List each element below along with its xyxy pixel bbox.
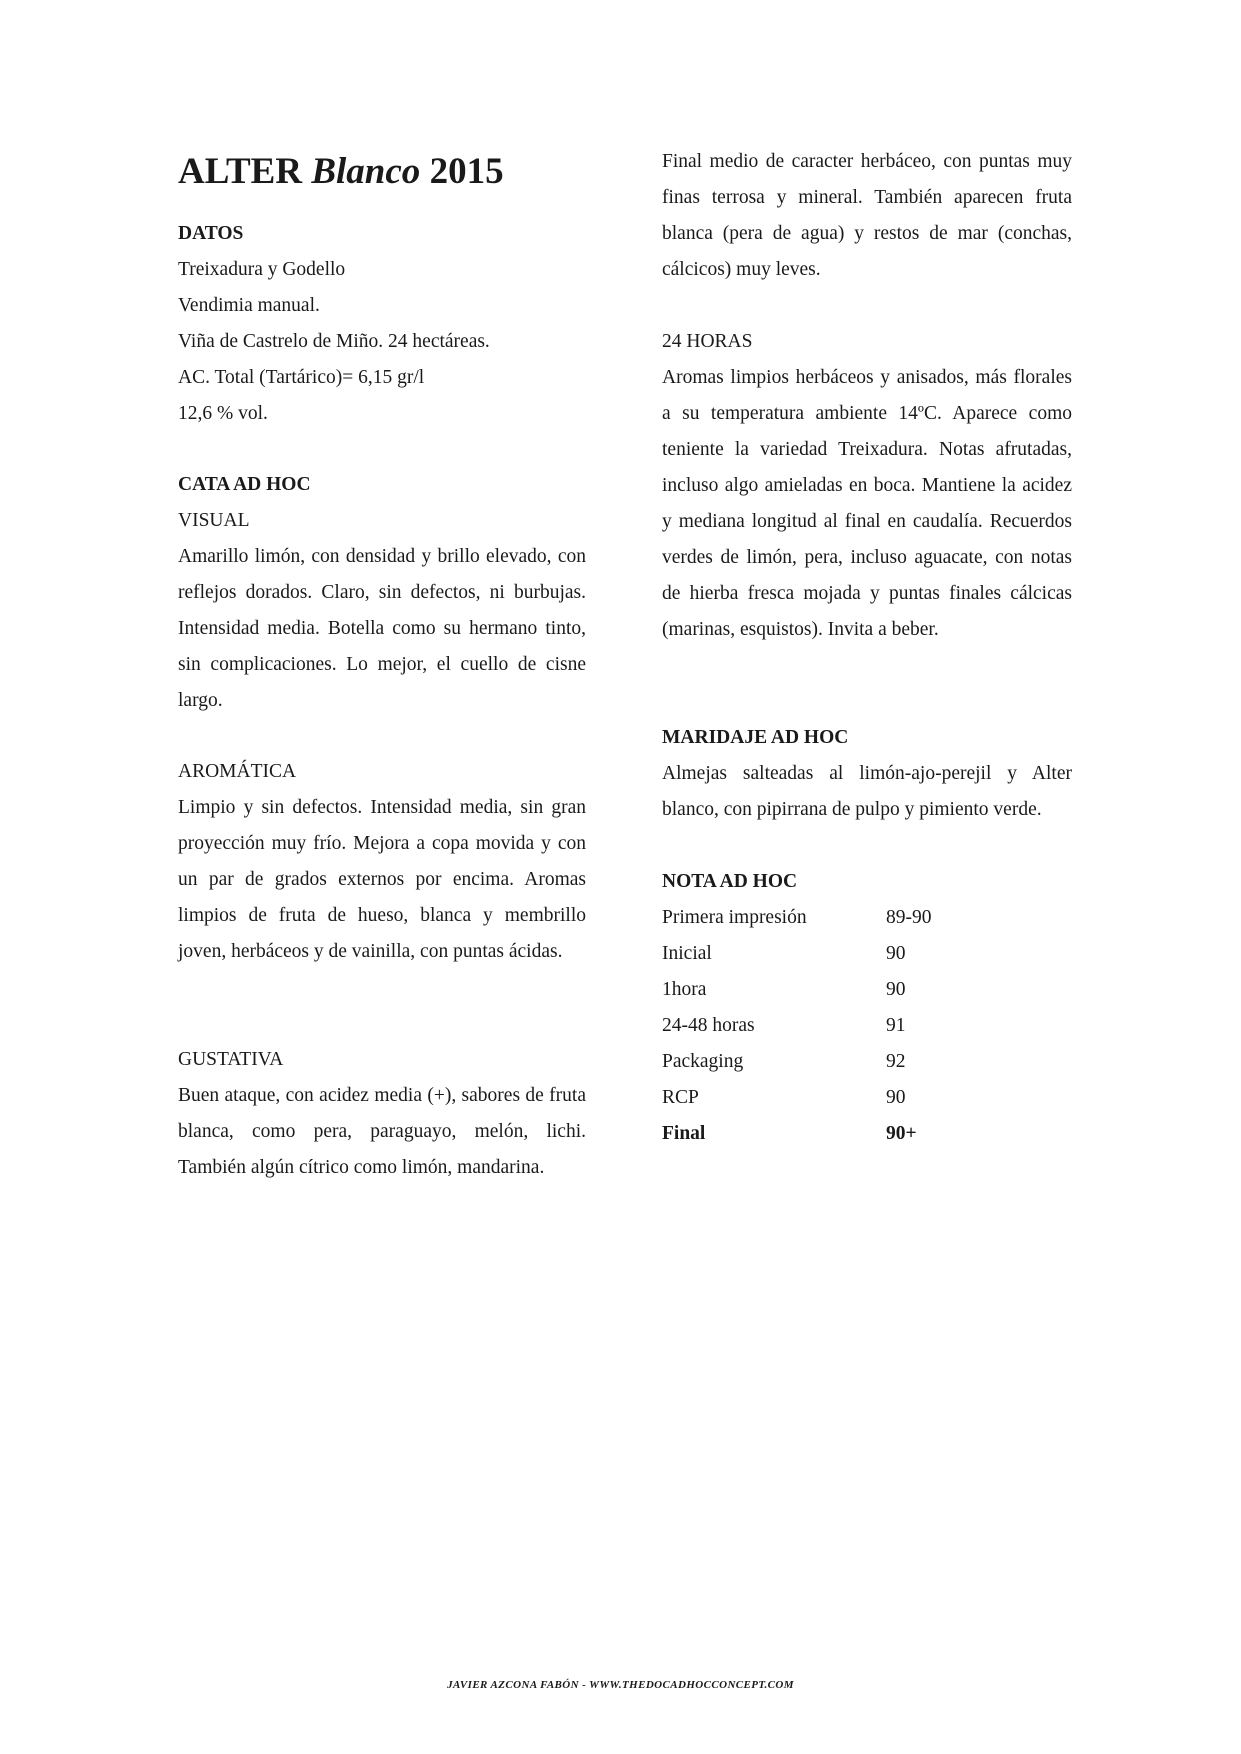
visual-label: VISUAL bbox=[178, 510, 250, 531]
aromatica-section bbox=[178, 754, 586, 970]
datos-heading: DATOS bbox=[178, 223, 244, 244]
score-value: 92 bbox=[886, 1051, 906, 1072]
horas24-text: Aromas limpios herbáceos y anisados, más florales a su temperatura ambiente 14ºC. Aparece como teniente la variedad Treixadura. Notas afrutadas, incluso algo amieladas en boca. Mantiene la acidez y mediana longitud al final en caudalía. Recuerdos verdes de limón, pera, incluso aguacate, con notas de hierba fresca mojada y puntas finales cálcicas (marinas, esquistos). Invita a beber. bbox=[662, 367, 1072, 640]
visual-text: Amarillo limón, con densidad y brillo elevado, con reflejos dorados. Claro, sin defectos, ni burbujas. Intensidad media. Botella como su hermano tinto, sin complicaciones. Lo mejor, el cuello de cisne largo. bbox=[178, 546, 586, 711]
datos-line: 12,6 % vol. bbox=[178, 403, 268, 424]
score-value: 90 bbox=[886, 1087, 906, 1108]
datos-line: AC. Total (Tartárico)= 6,15 gr/l bbox=[178, 367, 425, 388]
score-row bbox=[662, 972, 1072, 1008]
horas24-section bbox=[662, 324, 1072, 648]
score-label: Packaging bbox=[662, 1051, 744, 1072]
datos-line: Vendimia manual. bbox=[178, 295, 320, 316]
datos-line: Viña de Castrelo de Miño. 24 hectáreas. bbox=[178, 331, 490, 352]
score-value: 91 bbox=[886, 1015, 906, 1036]
gustativa-label: GUSTATIVA bbox=[178, 1049, 284, 1070]
title-variety: Blanco bbox=[311, 151, 421, 192]
maridaje-text: Almejas salteadas al limón-ajo-perejil y Alter blanco, con pipirrana de pulpo y pimiento verde. bbox=[662, 763, 1072, 820]
datos-line: Treixadura y Godello bbox=[178, 259, 346, 280]
score-row-final bbox=[662, 1116, 1072, 1152]
score-row bbox=[662, 900, 1072, 936]
score-label: 1hora bbox=[662, 979, 707, 1000]
aromatica-label: AROMÁTICA bbox=[178, 761, 297, 782]
score-row bbox=[662, 1008, 1072, 1044]
aromatica-text: Limpio y sin defectos. Intensidad media, sin gran proyección muy frío. Mejora a copa movida y con un par de grados externos por encima. Aromas limpios de fruta de hueso, blanca y membrillo joven, herbáceos y de vainilla, con puntas ácidas. bbox=[178, 797, 586, 962]
score-label: RCP bbox=[662, 1087, 699, 1108]
score-row bbox=[662, 1080, 1072, 1116]
score-label: Inicial bbox=[662, 943, 712, 964]
maridaje-section bbox=[662, 720, 1072, 828]
maridaje-heading: MARIDAJE AD HOC bbox=[662, 727, 849, 748]
score-value: 90 bbox=[886, 943, 906, 964]
score-label: Final bbox=[662, 1123, 706, 1144]
score-value: 89-90 bbox=[886, 907, 932, 928]
title-brand: ALTER bbox=[178, 151, 303, 192]
score-label: Primera impresión bbox=[662, 907, 807, 928]
score-row bbox=[662, 1044, 1072, 1080]
score-table bbox=[662, 900, 1072, 1152]
footer: JAVIER AZCONA FABÓN - WWW.THEDOCADHOCCONCEPT.COM bbox=[447, 1679, 794, 1691]
page-title bbox=[178, 150, 504, 194]
cata-heading: CATA AD HOC bbox=[178, 474, 311, 495]
final-text: Final medio de caracter herbáceo, con puntas muy finas terrosa y mineral. También aparecen fruta blanca (pera de agua) y restos de mar (conchas, cálcicos) muy leves. bbox=[662, 151, 1072, 280]
datos-section bbox=[178, 216, 586, 432]
nota-section bbox=[662, 864, 1072, 1152]
score-row bbox=[662, 936, 1072, 972]
score-value: 90+ bbox=[886, 1123, 917, 1144]
nota-heading: NOTA AD HOC bbox=[662, 871, 798, 892]
score-label: 24-48 horas bbox=[662, 1015, 755, 1036]
score-value: 90 bbox=[886, 979, 906, 1000]
gustativa-section bbox=[178, 1042, 586, 1186]
gustativa-text: Buen ataque, con acidez media (+), sabores de fruta blanca, como pera, paraguayo, melón, lichi. También algún cítrico como limón, mandarina. bbox=[178, 1085, 586, 1178]
title-year: 2015 bbox=[429, 151, 504, 192]
horas24-label: 24 HORAS bbox=[662, 331, 753, 352]
cata-section bbox=[178, 467, 586, 719]
